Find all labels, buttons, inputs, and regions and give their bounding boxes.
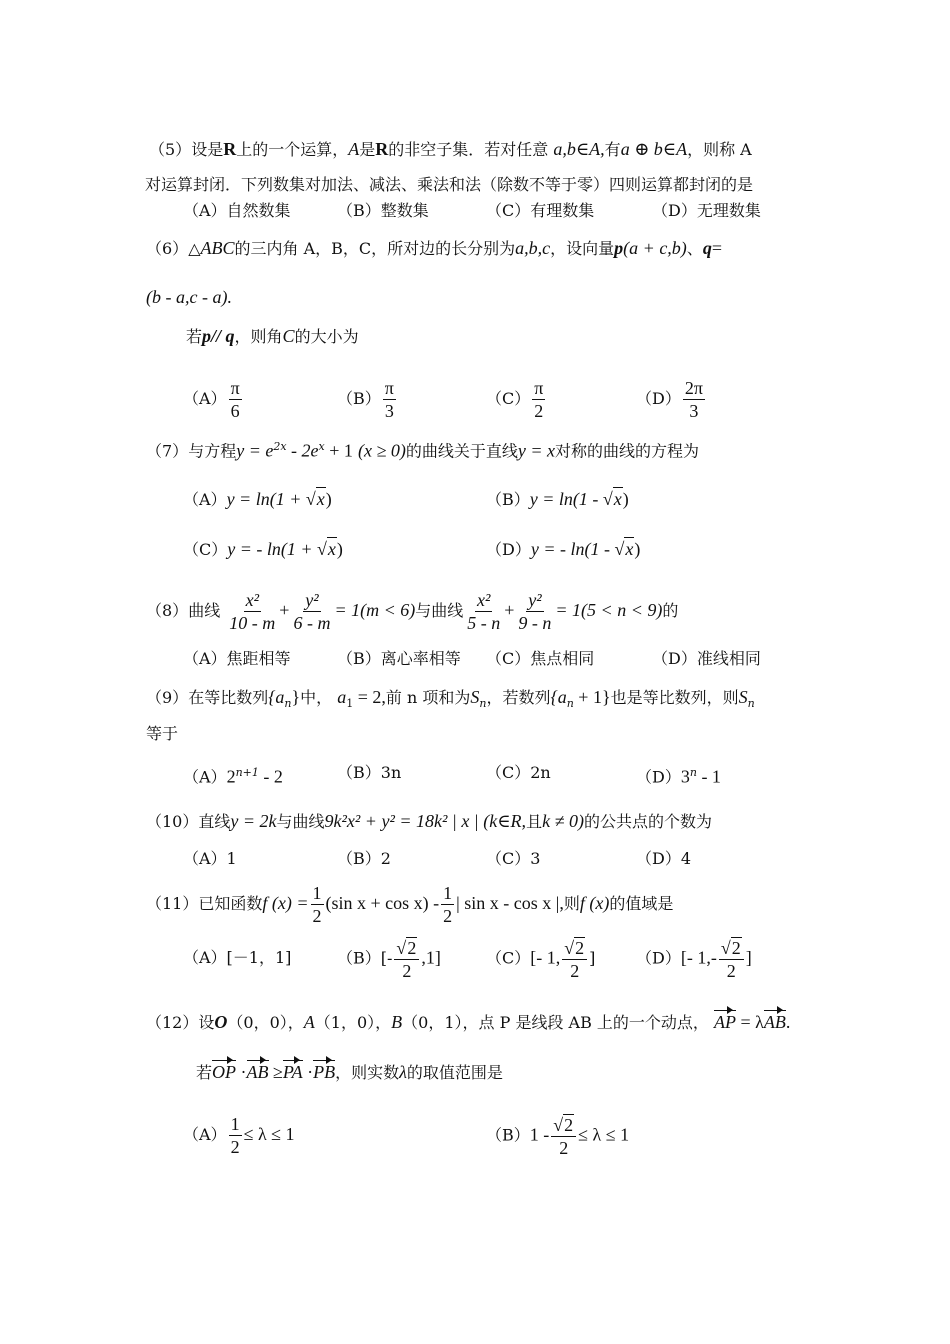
q6-opt-b: （B） $\frac{\pi}{3}$ <box>337 378 394 421</box>
q9-opt-b: （B）3n <box>337 763 402 782</box>
q8-line1: （8）曲线 $\frac{\text{x²}}{10 - m}$ + $\frac{\text{y²}}{6 - m}$ = 1(m < 6)与曲线 $\frac{\text{x²}}{5 - n}$ + $\frac{\text{y²}}{9 - n}$ = 1(5 < n < 9)的 <box>146 590 679 633</box>
q5-opt-b: （B）整数集 <box>337 201 429 220</box>
q8-opt-a: （A）焦距相等 <box>183 649 291 668</box>
q10-opt-c: （C）3 <box>486 849 541 868</box>
q10-line1: （10）直线y = 2k与曲线9k²x² + y² = 18k² | x | (k∈R,且k ≠ 0)的公共点的个数为 <box>146 811 712 831</box>
q10-opt-d: （D）4 <box>636 849 692 868</box>
q12-line2: 若OP ·AB ≥PA ·PB，则实数λ的取值范围是 <box>196 1062 503 1082</box>
q9-opt-a: $(A)2^{n+1} - 2$ <box>183 766 283 787</box>
q5-line1: （5）设是R上的一个运算，A是R的非空子集．若对任意 a,b∈A,有a ⊕ b∈A，则称 A <box>149 139 752 159</box>
q6-line3: 若p// q，则角C的大小为 <box>186 326 359 346</box>
q11-opt-c: （C）[- 1, $\frac{√2}{2}$ ] <box>486 938 596 981</box>
q5-line2: 对运算封闭．下列数集对加法、减法、乘法和法（除数不等于零）四则运算都封闭的是 <box>145 175 754 194</box>
q7-opt-a: （A）y = ln(1 + √x) <box>183 489 332 509</box>
q11-opt-d: （D）[- 1,- $\frac{√2}{2}$ ] <box>636 938 752 981</box>
q5-opt-a: （A）自然数集 <box>183 201 291 220</box>
q10-opt-b: （B）2 <box>337 849 391 868</box>
q6-line1: （6）△ABC的三内角 A，B，C，所对边的长分别为a,b,c，设向量p(a + c,b)、q= <box>146 238 722 258</box>
q7-opt-d: （D）y = - ln(1 - √x) <box>486 539 641 559</box>
q8-opt-d: （D）准线相同 <box>652 649 761 668</box>
q8-opt-c: （C）焦点相同 <box>486 649 595 668</box>
q12-opt-b: （B）1 - $\frac{√2}{2}$ ≤ λ ≤ 1 <box>486 1115 630 1158</box>
q5-opt-d: （D）无理数集 <box>652 201 761 220</box>
q7-line1: （7）与方程$y = e^{2x} - 2e^x + 1$ (x ≥ 0)的曲线关于直线y = x对称的曲线的方程为 <box>146 440 699 461</box>
q9-opt-c: （C）2n <box>486 763 551 782</box>
q12-opt-a: （A） $\frac{1}{2}$ ≤ λ ≤ 1 <box>183 1114 295 1157</box>
q10-opt-a: （A）1 <box>183 849 237 868</box>
q12-line1: （12）设O（0，0），A（1，0），B（0，1），点 P 是线段 AB 上的一个动点， AP = λAB. <box>146 1012 791 1032</box>
q6-opt-a: （A） $\frac{\pi}{6}$ <box>183 378 240 421</box>
q11-opt-b: （B）[- $\frac{√2}{2}$ ,1] <box>337 938 441 981</box>
q6-opt-c: （C） $\frac{\pi}{2}$ <box>486 378 544 421</box>
q8-opt-b: （B）离心率相等 <box>337 649 461 668</box>
q11-opt-a: （A）[－1，1] <box>183 948 292 967</box>
q6-line2: (b - a,c - a). <box>146 287 232 307</box>
q11-line1: （11）已知函数f (x) = $\frac{1}{2}$ (sin x + cos x) - $\frac{1}{2}$ | sin x - cos x |,则f (x)的值域是 <box>146 883 674 926</box>
q9-line2: 等于 <box>146 724 179 743</box>
q9-opt-d: （D）3$^n$ - 1 <box>636 766 721 787</box>
q5-opt-c: （C）有理数集 <box>486 201 595 220</box>
q6-opt-d: （D） $\frac{2\pi}{3}$ <box>636 378 703 421</box>
q9-line1: （9）在等比数列$\{a_n\}$中， $a_1 = 2$,前 n 项和为$S_n$，若数列$\{a_n + 1\}$也是等比数列，则$S_n$ <box>146 687 755 711</box>
q7-opt-c: （C）y = - ln(1 + √x) <box>183 539 343 559</box>
q7-opt-b: （B）y = ln(1 - √x) <box>486 489 629 509</box>
